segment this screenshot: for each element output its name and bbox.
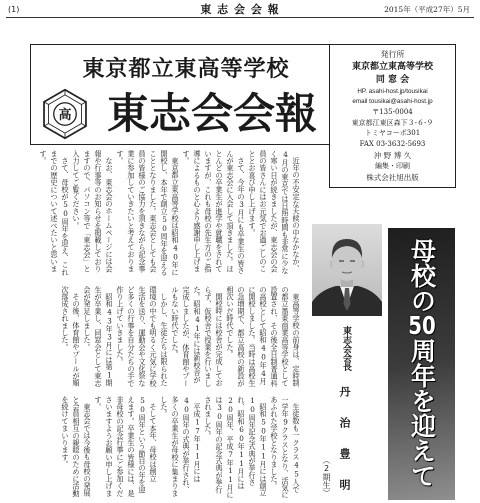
page-number: (1) (8, 5, 20, 14)
byline-role: 東志会会長 (341, 326, 351, 371)
masthead-school-name: 東京都立東高等学校 (82, 57, 290, 82)
publisher-org: 同 窓 会 (375, 75, 410, 86)
publisher-email: email tousikai@asahi-host.jp (352, 98, 433, 106)
byline-name: 丹 治 豊 明 (338, 386, 351, 495)
school-crest-icon (39, 88, 91, 140)
article-paragraph: さて、母校が50周年を迎え、これまでの歴史について述べたいと思います。 (39, 150, 70, 276)
article-paragraph: そして本年、母校は創立50周年という節目の年を迎えます。卒業生の皆様には、是非母校の記念行事にご参加くださいますようお願い申し上げます。 (94, 396, 158, 497)
publisher-building: トミヤコーポ301 (364, 129, 421, 138)
article-paragraph: 東京都立東高等学校は昭和40年に開校し、本年で創立50周年を迎えることとなりました。東志会としても会員の皆様のご協力を頂きながら記念事業に参加していきたいと考えております。 (116, 150, 180, 276)
article-paragraph: その後、体育館やプールが順次落成されました。 (61, 286, 81, 387)
article-paragraph: なお、東志会のホームページには会報や行事等のお知らせを掲載しておりますので、パソコン等で「東志会」と入力してご覧ください。 (72, 150, 114, 273)
editing-label: 編集・印刷 (375, 162, 410, 171)
article-paragraph: 昭和43年3月には第1期生が卒業し、同窓会として東志会が発足しました。 (83, 286, 114, 387)
headline-banner (388, 228, 455, 500)
publisher-box (329, 44, 456, 188)
article-paragraph: しかし、生徒たちは限られた環境の中でも明るく元気に学校生活を送り、運動会や文化祭など多くの行事を自分たちの手で作り上げていきました。 (116, 286, 169, 387)
issue-date: 2015年（平成27年）5月 (384, 5, 470, 14)
header-rule (6, 17, 474, 18)
publisher-postal-code: 〒135-0004 (372, 107, 413, 116)
masthead-box (30, 44, 330, 145)
article-lower-block-b (30, 396, 302, 500)
article-paragraph: さて、今年の3月にも卒業生の皆さんが東志会に入会して頂きました。ほとんどの卒業生が進学や就職をされていますが、これも母校の先生方のご指導によるものと心より感謝申し上げます。 (182, 150, 246, 275)
headline (407, 238, 437, 500)
publisher-school: 東京都立東高等学校 (351, 61, 433, 72)
crest-lettering: 高 (58, 107, 72, 123)
article-paragraph: 近年の不安定な天候の中なかなか、4月の東京では日照時間も非常に少なく寒い日が続きましたが、東志会の会員の皆さんにはお元気でお過ごしのこととお喜び申し上げます。 (248, 150, 301, 275)
portrait-photo (312, 224, 382, 316)
article-paragraph: 東高等学校の前身は、定時制の都立墨東商業高等学校として設置され、その後全日制普通科の高校として昭和40年4月に開校しました。当時は高校生の急増期で、都立高校の新設が相次いだ時代でした。 (226, 286, 301, 387)
article-paragraph: 昭和50年11月には創立10周年記念式典が挙行され、昭和60年11月には20周年、平成7年11月には30周年の記念式典が挙行されました。 (204, 396, 268, 499)
masthead-title: 東志会会報 (107, 89, 318, 138)
article-upper-block (30, 150, 302, 278)
article-lower-block-a (30, 286, 302, 389)
article-paragraph: 東志会では今後も母校の発展と会員相互の親睦のために活動を続けてまいります。 (61, 396, 92, 497)
article-paragraph: 平成17年11月には40周年の式典が挙行され、多くの卒業生が母校に集まりました。 (160, 396, 202, 497)
byline-class-year: （2期生） (322, 456, 331, 497)
printer-name: 株式会社旭出版 (366, 172, 419, 182)
article-paragraph: 生徒数も一クラス45人で一学年9クラスとなり、活気にあふれた学校となりました。 (270, 396, 301, 499)
article-paragraph: 開校時には校舎が完成しておらず、仮校舎で授業を行いました。昭和41年には新校舎が完成しましたが、体育館やプールもない時代でした。 (171, 286, 224, 387)
running-title: 東 志 会 会 報 (200, 3, 280, 16)
headline-part: 母校の (407, 238, 437, 313)
publisher-fax: FAX 03-3632-5693 (359, 140, 426, 149)
headline-part: 周年を迎えて (407, 338, 437, 488)
publisher-homepage: HP. asahi-host.jp/tousikai (357, 88, 428, 96)
publisher-label: 発行所 (380, 50, 405, 59)
headline-number: 50 (408, 313, 436, 338)
publisher-address: 東京都江東区森下３-６-９ (351, 118, 434, 127)
publisher-name: 沖 野 博 久 (373, 150, 412, 160)
